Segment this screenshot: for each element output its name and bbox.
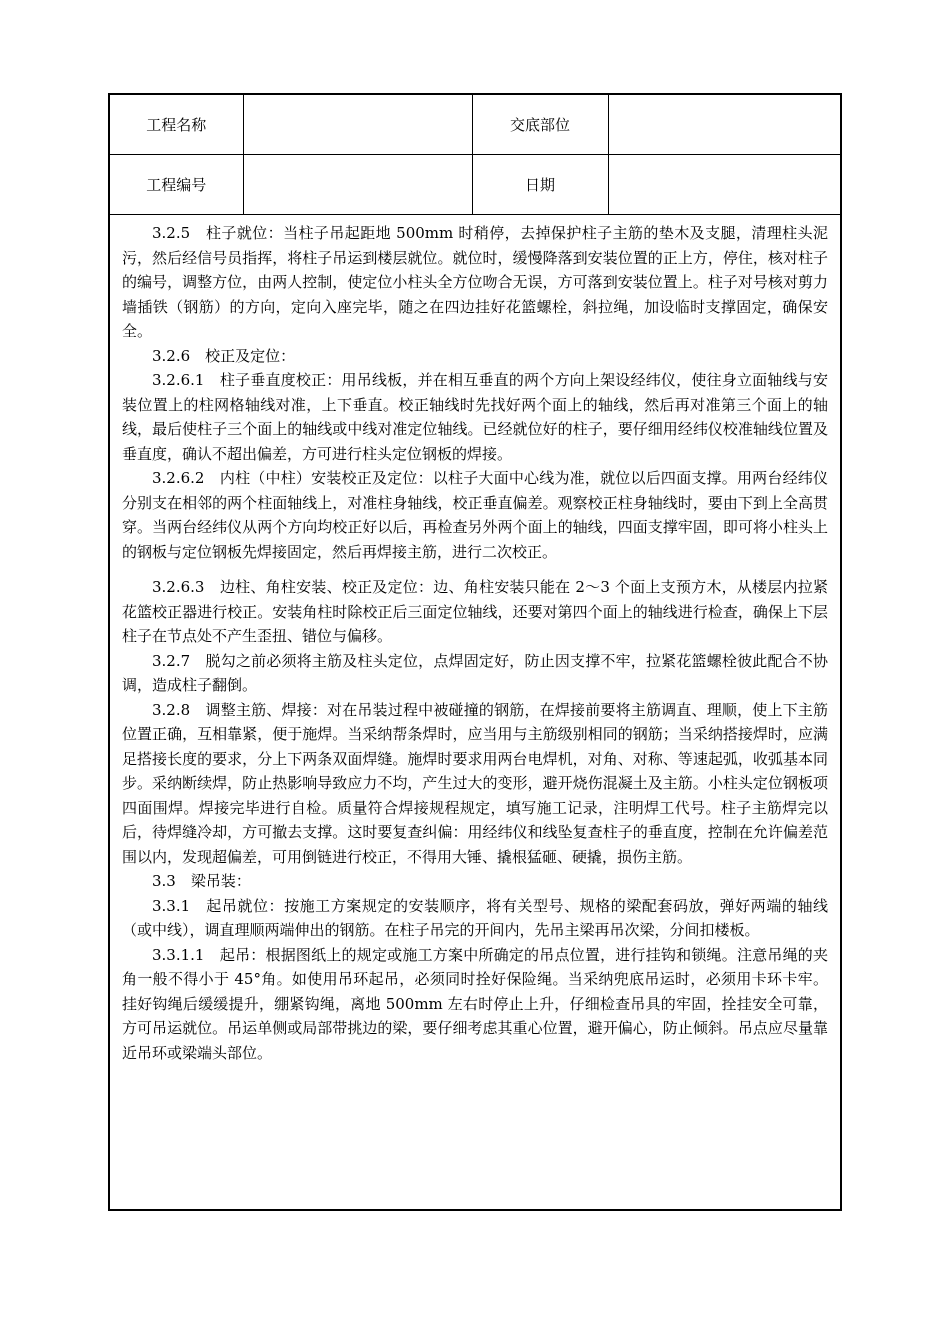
- paragraph-3-2-5: 3.2.5 柱子就位：当柱子吊起距地 500mm 时稍停，去掉保护柱子主筋的垫木及支腿，清理柱头泥污，然后经信号员指挥，将柱子吊运到楼层就位。就位时，缓慢降落到安装位置的正上方，停住，核对柱子的编号，调整方位，由两人控制，使定位小柱头全方位吻合无误，方可落到安装位置上。柱子对号核对剪力墙插铁（钢筋）的方向，定向入座完毕，随之在四边挂好花篮螺栓，斜拉绳，加设临时支撑固定，确保安全。: [122, 224, 828, 340]
- header-row-2: [110, 155, 840, 215]
- paragraph-3-2-6-3: 3.2.6.3 边柱、角柱安装、校正及定位：边、角柱安装只能在 2～3 个面上支预方木，从楼层内拉紧花篮校正器进行校正。安装角柱时除校正后三面定位轴线，还要对第四个面上的轴线进行检查，确保上下层柱子在节点处不产生歪扭、错位与偏移。: [122, 578, 828, 645]
- date-value: [608, 155, 840, 215]
- header-table: [110, 95, 840, 215]
- project-name-label: 工程名称: [110, 95, 243, 155]
- paragraph-3-2-7: 3.2.7 脱勾之前必须将主筋及柱头定位，点焊固定好，防止因支撑不牢，拉紧花篮螺栓彼此配合不协调，造成柱子翻倒。: [122, 651, 828, 694]
- paragraph-3-3-1: 3.3.1 起吊就位：按施工方案规定的安装顺序，将有关型号、规格的梁配套码放，弹好两端的轴线（或中线），调直理顺两端伸出的钢筋。在柱子吊完的开间内，先吊主梁再吊次梁，分间扣楼板。: [122, 896, 828, 939]
- location-value: [608, 95, 840, 155]
- project-name-value: [243, 95, 472, 155]
- paragraph-3-2-6: 3.2.6 校正及定位：: [152, 346, 296, 365]
- project-no-label: 工程编号: [110, 155, 243, 215]
- paragraph-3-2-8: 3.2.8 调整主筋、焊接：对在吊装过程中被碰撞的钢筋，在焊接前要将主筋调直、理顺，使上下主筋位置正确，互相靠紧，便于施焊。当采纳帮条焊时，应当用与主筋级别相同的钢筋；当采纳搭接焊时，应满足搭接长度的要求，分上下两条双面焊缝。施焊时要求用两台电焊机，对角、对称、等速起弧，收弧基本同步。采纳断续焊，防止热影响导致应力不均，产生过大的变形，避开烧伤混凝土及主筋。小柱头定位钢板项四面围焊。焊接完毕进行自检。质量符合焊接规程规定，填写施工记录，注明焊工代号。柱子主筋焊完以后，待焊缝冷却，方可撤去支撑。这时要复查纠偏：用经纬仪和线坠复查柱子的垂直度，控制在允许偏差范围以内，发现超偏差，可用倒链进行校正，不得用大锤、撬根猛砸、硬撬，损伤主筋。: [122, 700, 828, 866]
- date-label: 日期: [472, 155, 608, 215]
- project-no-value: [243, 155, 472, 215]
- location-label: 交底部位: [472, 95, 608, 155]
- paragraph-3-3: 3.3 梁吊装：: [152, 872, 251, 890]
- content-body: [110, 215, 840, 1065]
- disclosure-form: [108, 93, 842, 1211]
- paragraph-3-3-1-1: 3.3.1.1 起吊：根据图纸上的规定或施工方案中所确定的吊点位置，进行挂钩和锁绳。注意吊绳的夹角一般不得小于 45°角。如使用吊环起吊，必须同时拴好保险绳。当采纳兜底吊运时，必须用卡环卡牢。挂好钩绳后缓缓提升，绷紧钩绳，离地 500mm 左右时停止上升，仔细检查吊具的牢固，拴挂安全可靠，方可吊运就位。吊运单侧或局部带挑边的梁，要仔细考虑其重心位置，避开偏心，防止倾斜。吊点应尽量靠近吊环或梁端头部位。: [122, 945, 828, 1062]
- header-row-1: [110, 95, 840, 155]
- paragraph-3-2-6-1: 3.2.6.1 柱子垂直度校正：用吊线板，并在相互垂直的两个方向上架设经纬仪，使往身立面轴线与安装位置上的柱网格轴线对准，上下垂直。校正轴线时先找好两个面上的轴线，然后再对准第三个面上的轴线，最后使柱子三个面上的轴线或中线对准定位轴线。已经就位好的柱子，要仔细用经纬仪校准轴线位置及垂直度，确认不超出偏差，方可进行柱头定位钢板的焊接。: [122, 371, 828, 463]
- paragraph-3-2-6-2: 3.2.6.2 内柱（中柱）安装校正及定位：以柱子大面中心线为准，就位以后四面支撑。用两台经纬仪分别支在相邻的两个柱面轴线上，对准柱身轴线，校正垂直偏差。观察校正柱身轴线时，要由下到上全高贯穿。当两台经纬仪从两个方向均校正好以后，再检查另外两个面上的轴线，四面支撑牢固，即可将小柱头上的钢板与定位钢板先焊接固定，然后再焊接主筋，进行二次校正。: [122, 469, 828, 561]
